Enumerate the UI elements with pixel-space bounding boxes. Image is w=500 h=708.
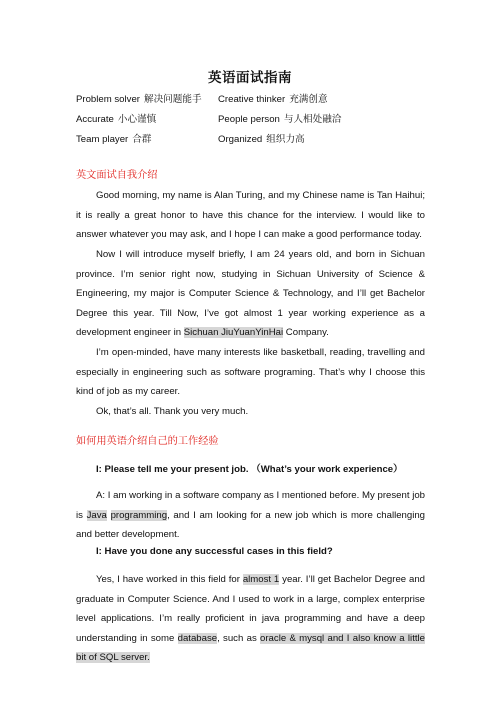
trait-item: Creative thinker 充满创意 (218, 94, 328, 105)
paragraph-greeting: Good morning, my name is Alan Turing, and my Chinese name is Tan Haihui; it is really a great honor to have this chance for the interview. I would like to answer whatever you may ask, and I hope I can make a good performance today. (76, 190, 425, 240)
traits-row (76, 90, 436, 110)
highlight-java: Java (86, 509, 107, 521)
highlight-oracle-mysql: oracle & mysql and I also know a little bit of SQL server. (76, 632, 425, 663)
page-title: 英语面试指南 (208, 70, 292, 85)
traits-row (76, 110, 436, 130)
section-heading-work-experience: 如何用英语介绍自己的工作经验 (76, 436, 219, 447)
question-present-job: I: Please tell me your present job. （What’s your work experience） (96, 464, 403, 475)
answer-successful-cases: Yes, I have worked in this field for almost 1 year. I’ll get Bachelor Degree and graduate in Computer Science. And I used to work in a large, complex enterprise level applications. I’m really proficient in java programming and have a deep understanding in some database, such as oracle & mysql and I also know a little bit of SQL server. (76, 574, 425, 663)
section-heading-self-intro: 英文面试自我介绍 (76, 170, 158, 181)
paragraph-closing: Ok, that’s all. Thank you very much. (96, 406, 249, 417)
trait-item: People person 与人相处融洽 (218, 114, 342, 125)
paragraph-interests: I’m open-minded, have many interests like basketball, reading, travelling and especially in engineering such as software programing. That’s why I choose this kind of job as my career. (76, 347, 425, 397)
highlight-company: Sichuan JiuYuanYinHai (183, 327, 284, 338)
question-successful-cases: I: Have you done any successful cases in this field? (96, 546, 333, 557)
trait-item: Problem solver 解决问题能手 (76, 94, 202, 105)
highlight-database: database (177, 632, 218, 644)
highlight-almost-1: almost 1 (242, 574, 280, 585)
trait-item: Team player 合群 (76, 134, 152, 145)
traits-row (76, 130, 436, 150)
answer-present-job: A: I am working in a software company as I mentioned before. My present job is Java programming, and I am looking for a new job which is more challenging and better development. (76, 490, 426, 540)
trait-item: Organized 组织力高 (218, 134, 305, 145)
paragraph-background: Now I will introduce myself briefly, I am 24 years old, and born in Sichuan province. I’m senior right now, studying in Sichuan University of Science & Engineering, my major is Computer Science & Technology, and I’ll get Bachelor Degree this year. Till Now, I’ve got almost 1 year working experience as a development engineer in Sichuan JiuYuanYinHai Company. (76, 249, 425, 338)
highlight-programming: programming (110, 509, 168, 521)
trait-item: Accurate 小心谨慎 (76, 114, 157, 125)
traits-list (76, 90, 436, 150)
